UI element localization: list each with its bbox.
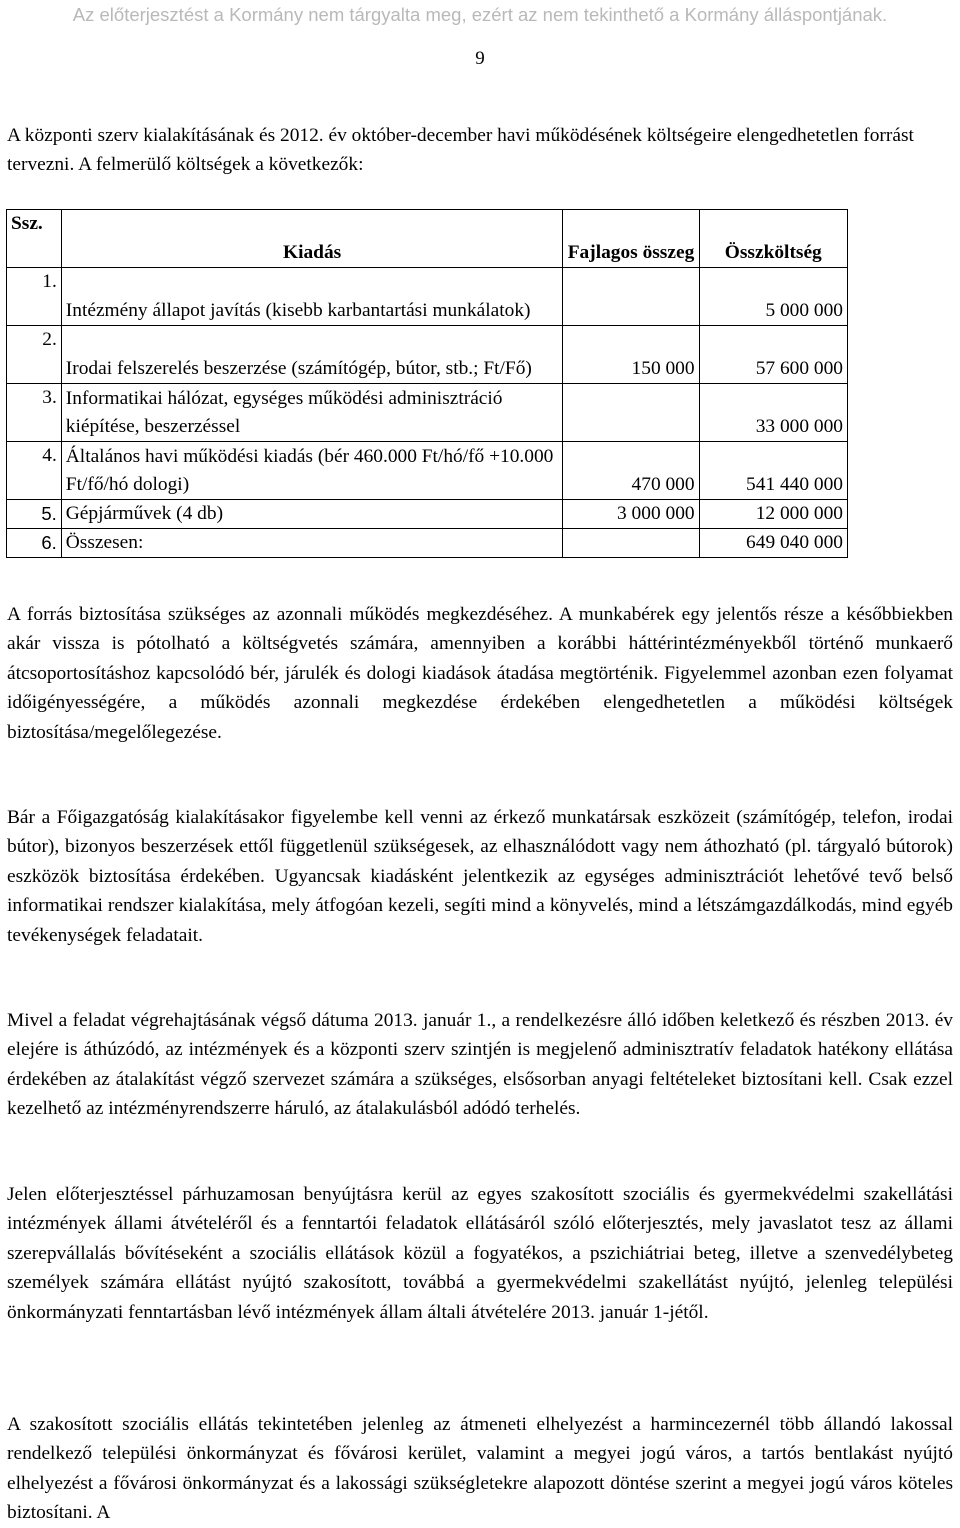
table-sum-row (7, 529, 848, 558)
row-number: 5. (7, 500, 62, 529)
sum-unit-cost (563, 529, 699, 558)
row-total-cost: 541 440 000 (699, 442, 847, 500)
table-row (7, 384, 848, 442)
sum-label: Összesen: (61, 529, 563, 558)
header-unit-cost: Fajlagos összeg (563, 210, 699, 268)
row-unit-cost (563, 268, 699, 326)
row-number: 3. (7, 384, 62, 442)
header-kiadas: Kiadás (61, 210, 563, 268)
row-total-cost: 33 000 000 (699, 384, 847, 442)
sum-row-number: 6. (7, 529, 62, 558)
row-description: Általános havi működési kiadás (bér 460.000 Ft/hó/fő +10.000 Ft/fő/hó dologi) (61, 442, 563, 500)
table-row (7, 500, 848, 529)
intro-paragraph: A központi szerv kialakításának és 2012. év október-december havi működésének költségeire elengedhetetlen forrást tervezni. A felmerülő költségek a következők: (7, 125, 914, 176)
cost-table (6, 209, 848, 558)
table-row (7, 442, 848, 500)
row-total-cost: 57 600 000 (699, 326, 847, 384)
row-total-cost: 12 000 000 (699, 500, 847, 529)
row-description: Intézmény állapot javítás (kisebb karbantartási munkálatok) (61, 268, 563, 326)
row-number: 4. (7, 442, 62, 500)
paragraph-specialized-care: A szakosított szociális ellátás tekintetében jelenleg az átmeneti elhelyezést a harmincezernél több állandó lakossal rendelkező települési önkormányzat és fővárosi kerület, valamint a megyei jogú város, a tartós bentlakást nyújtó elhelyezést a fővárosi önkormányzat és a lakossági szükségletekre alapozott döntése szerint a megyei jogú város köteles biztosítani. A (7, 1414, 953, 1524)
row-unit-cost (563, 384, 699, 442)
page-number: 9 (475, 48, 485, 69)
row-unit-cost: 150 000 (563, 326, 699, 384)
paragraph-procurement: Bár a Főigazgatóság kialakításakor figyelembe kell venni az érkező munkatársak eszközeit (számítógép, telefon, irodai bútor), bizonyos beszerzések ettől függetlenül szükségesek, az elhasználódott vagy nem áthozható (pl. tárgyaló bútorok) eszközök biztosítása érdekében. Ugyancsak kiadásként jelentkezik az egységes adminisztrációt lehetővé tevő belső informatikai rendszer kialakítása, mely átfogóan kezeli, segíti mind a könyvelés, mind a létszámgazdálkodás, mind egyéb tevékenységek feladatait. (7, 807, 953, 946)
paragraph-parallel-proposal: Jelen előterjesztéssel párhuzamosan benyújtásra kerül az egyes szakosított szociális és gyermekvédelmi szakellátási intézmények állami átvételéről és a fenntartói feladatok ellátásáról szóló előterjesztés, mely javaslatot tesz az állami szerepvállalás bővítéseként a szociális ellátások közül a fogyatékos, a pszichiátriai beteg, illetve a szenvedélybeteg személyek számára ellátást nyújtó szakosított, továbbá a gyermekvédelmi szakellátást nyújtó, jelenleg települési önkormányzati fenntartásban lévő intézmények állam általi átvételére 2013. január 1-jétől. (7, 1184, 953, 1323)
row-description: Irodai felszerelés beszerzése (számítógép, bútor, stb.; Ft/Fő) (61, 326, 563, 384)
row-total-cost: 5 000 000 (699, 268, 847, 326)
header-total-cost: Összköltség (699, 210, 847, 268)
row-number: 2. (7, 326, 62, 384)
disclaimer-banner: Az előterjesztést a Kormány nem tárgyalta meg, ezért az nem tekinthető a Kormány álláspontjának. (0, 0, 960, 38)
row-unit-cost: 3 000 000 (563, 500, 699, 529)
header-ssz: Ssz. (7, 210, 62, 268)
row-number: 1. (7, 268, 62, 326)
paragraph-deadline: Mivel a feladat végrehajtásának végső dátuma 2013. január 1., a rendelkezésre álló időben keletkező és részben 2013. év elejére is áthúzódó, az intézmények és a központi szerv szintjén is megjelenő adminisztratív feladatok hatékony ellátása érdekében az átalakítást végző szervezet számára a szükséges, elsősorban anyagi feltételeket biztosítani kell. Csak ezzel kezelhető az intézményrendszerre háruló, az átalakulásból adódó terhelés. (7, 1010, 953, 1120)
paragraph-funding: A forrás biztosítása szükséges az azonnali működés megkezdéséhez. A munkabérek egy jelentős része a későbbiekben akár vissza is pótolható a költségvetés számára, amennyiben a korábbi háttérintézményekből történő munkaerő átcsoportosításhoz kapcsolódó bér, járulék és dologi kiadások átadása megtörténik. Figyelemmel azonban ezen folyamat időigényességére, a működés azonnali megkezdése érdekében elengedhetetlen a működési költségek biztosítása/megelőlegezése. (7, 604, 953, 743)
row-description: Informatikai hálózat, egységes működési adminisztráció kiépítése, beszerzéssel (61, 384, 563, 442)
row-unit-cost: 470 000 (563, 442, 699, 500)
table-header-row (7, 210, 848, 268)
sum-total-cost: 649 040 000 (699, 529, 847, 558)
row-description: Gépjárművek (4 db) (61, 500, 563, 529)
table-row (7, 268, 848, 326)
table-row (7, 326, 848, 384)
